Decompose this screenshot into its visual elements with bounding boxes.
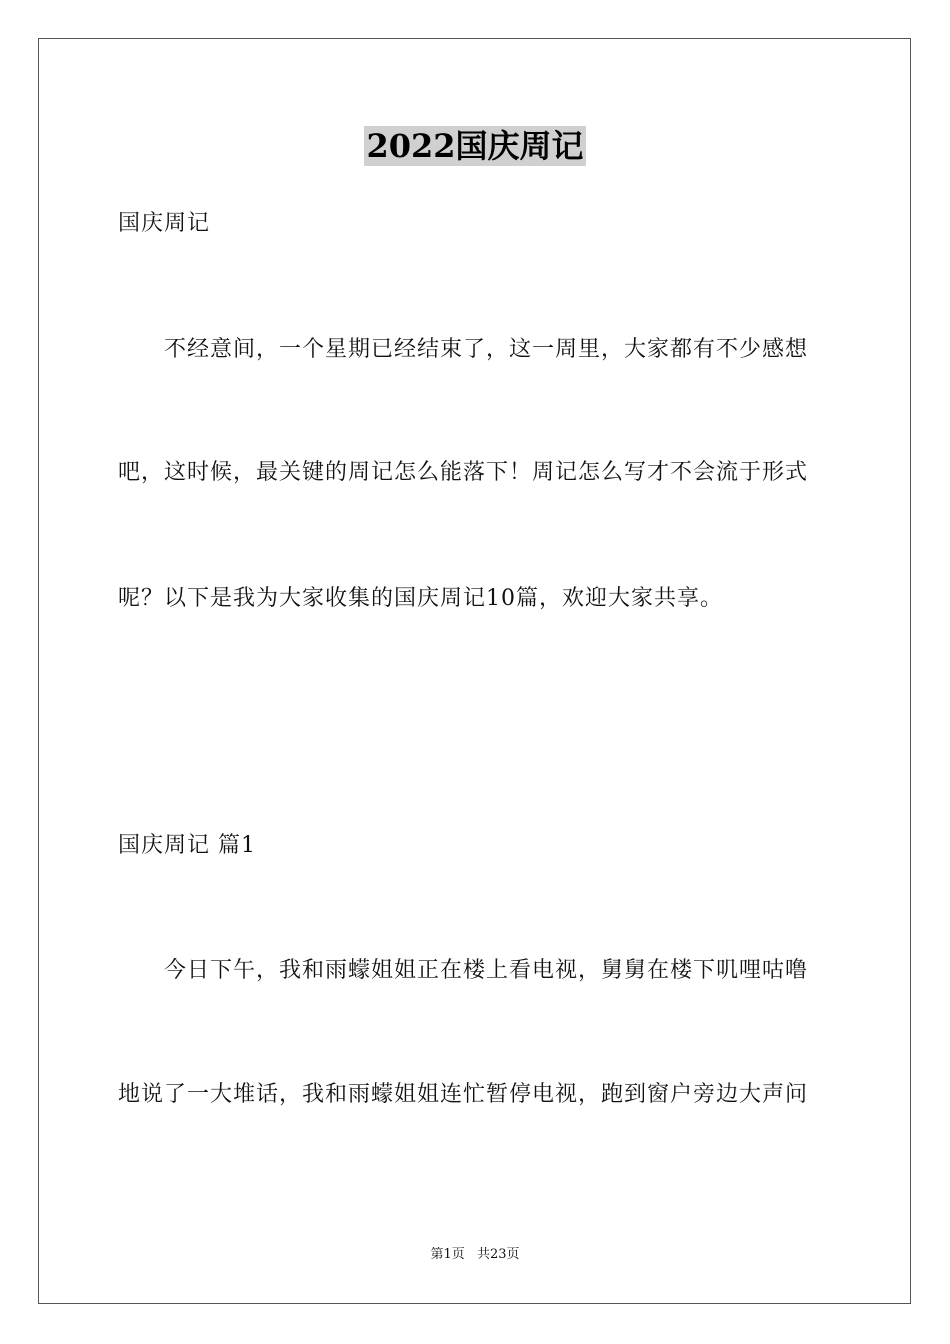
title-container xyxy=(0,126,950,166)
page-total: 共23页 xyxy=(476,1247,520,1262)
paragraph-line: 地说了一大堆话，我和雨蠓姐姐连忙暂停电视，跑到窗户旁边大声问 xyxy=(118,1082,809,1107)
paragraph-line: 呢？以下是我为大家收集的国庆周记10篇，欢迎大家共享。 xyxy=(118,586,723,611)
section-heading: 国庆周记 xyxy=(118,211,211,236)
paragraph-line: 今日下午，我和雨蠓姐姐正在楼上看电视，舅舅在楼下叽哩咕噜 xyxy=(118,958,809,983)
page-number: 第1页 xyxy=(430,1247,465,1262)
paragraph-line: 不经意间，一个星期已经结束了，这一周里，大家都有不少感想 xyxy=(118,337,809,362)
section-heading: 国庆周记 篇1 xyxy=(118,833,256,858)
page-footer xyxy=(0,1246,950,1264)
paragraph-line: 吧，这时候，最关键的周记怎么能落下！周记怎么写才不会流于形式 xyxy=(118,460,809,485)
document-title: 2022国庆周记 xyxy=(366,127,584,165)
